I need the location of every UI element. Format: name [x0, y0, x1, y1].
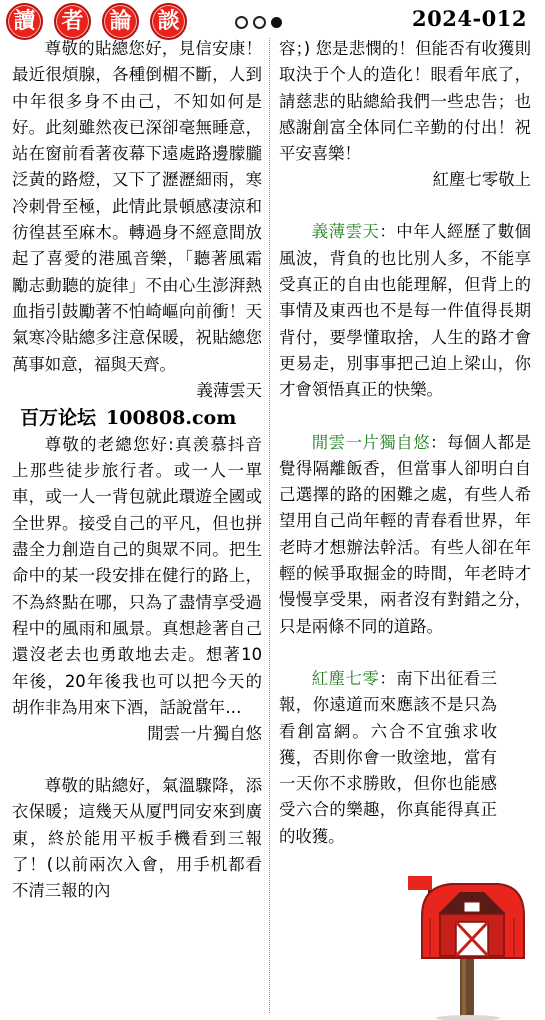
issue-number: 2024-012: [412, 6, 527, 31]
letter-2-body: 尊敬的老總您好:真羡慕抖音上那些徒步旅行者。或一人一單車，或一人一背包就此環遊全國或全世界。接受自己的平凡，但也拼盡全力創造自己的與眾不同。把生命中的某一段安排在健行的路上，不為終點在哪，只為了盡情享受過程中的風雨和風景。真想趁著自己還沒老去也勇敢地去走。想著10年後，20年後我也可以把今天的胡作非為用來下酒，話說當年…: [12, 434, 262, 717]
title-badge-2: 者: [54, 3, 91, 40]
reply-1-name: 義薄雲天: [311, 222, 380, 242]
circle-icon: [253, 16, 266, 29]
reply-1: [279, 219, 531, 403]
reply-3-name: 紅塵七零: [311, 668, 380, 688]
title-badge-3: 論: [102, 3, 139, 40]
forum-domain: 100808.com: [106, 406, 237, 429]
column-header: [6, 2, 539, 36]
reply-3-text: ：南下出征看三報，你遠道而來應該不是只為看創富網。六合不宜強求收獲，否則你會一敗塗地，當有一天你不求勝敗，但你也能感受六合的樂趣，你真能得真正的收獲。: [279, 668, 498, 846]
reply-2-text: ：每個人都是覺得隔離飯香，但當事人卻明白自己選擇的路的困難之處，有些人希望用自己尚年輕的青春看世界，年老時才想辦法幹活。有些人卻在年輕的候爭取掘金的時間，年老時才慢慢享受果，兩者沒有對錯之分，只是兩條不同的道路。: [279, 432, 532, 636]
reply-2-name: 閒雲一片獨自悠: [311, 432, 431, 452]
letter-3-body: 尊敬的貼總好，氣溫驟降，添衣保暖；這幾天从厦門同安來到廣東，終於能用平板手機看到三報了！(以前兩次入會，用手机都看不清三報的內: [12, 776, 262, 901]
title-badge-1: 讀: [6, 3, 43, 40]
filled-circle-icon: [271, 17, 282, 28]
reply-2: [279, 430, 531, 640]
forum-brand: [20, 404, 262, 432]
left-column: [12, 36, 262, 905]
letter-3-signature: 紅塵七零敬上: [432, 170, 531, 190]
decor-dots: [235, 12, 287, 31]
reply-1-text: ：中年人經歷了數個風波，背負的也比別人多，不能享受真正的自由也能理解，但背上的事情及東西也不是每一件值得長期背付，要學懂取捨，人生的路才會更易走，別事事把己迫上梁山，你才會領悟真正的快樂。: [279, 222, 532, 400]
column-divider: [269, 38, 271, 1013]
title-badge-4: 談: [150, 3, 187, 40]
reply-3: [279, 666, 497, 850]
letter-3-continued: 容；) 您是悲憫的！但能否有收獲則取決于个人的造化！眼看年底了，請慈悲的貼總給我們一些忠告；也感謝創富全体同仁辛勤的付出！祝平安喜樂！: [279, 39, 531, 164]
circle-icon: [235, 16, 248, 29]
letter-1-signature: 義薄雲天: [196, 380, 262, 400]
mailbox-icon: [400, 858, 540, 1020]
forum-name: 百万论坛: [20, 406, 97, 429]
letter-2-signature: 閒雲一片獨自悠: [147, 724, 262, 744]
right-column: [279, 36, 531, 850]
letter-1-body: 尊敬的貼總您好，見信安康！最近很煩腺，各種倒楣不斷，人到中年很多身不由己，不知如何是好。此刻雖然夜已深卻毫無睡意，站在窗前看著夜幕下遠處路邊朦朧泛黃的路燈，又下了瀝瀝細雨，寒冷刺骨至極，此情此景頓感凄涼和彷徨甚至麻木。轉過身不經意間放起了喜愛的港風音樂，「聽著風霜勵志動聽的旋律」不由心生澎湃熱血指引鼓勵著不怕崎嶇向前衝！天氣寒冷貼總多注意保暖，祝貼總您萬事如意，福與天齊。: [12, 39, 262, 374]
